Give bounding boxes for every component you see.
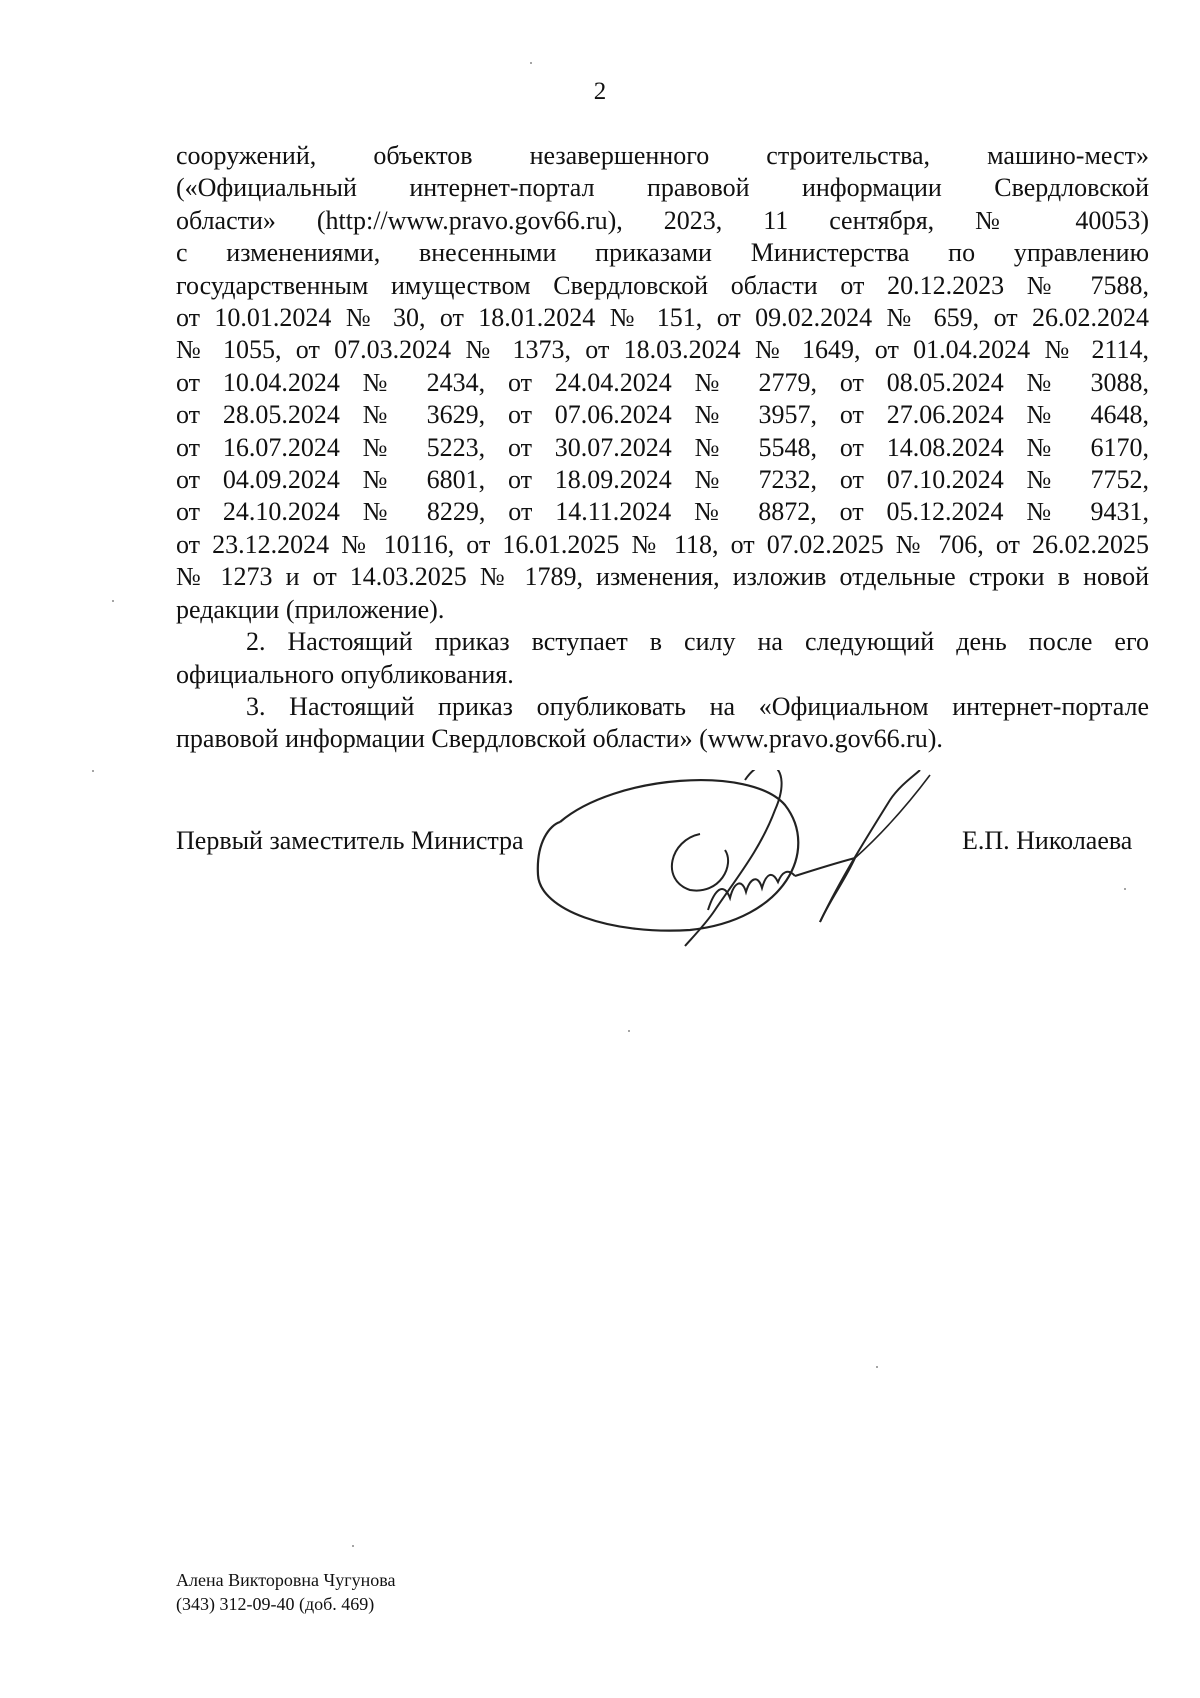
scan-speck	[876, 1366, 878, 1368]
scan-speck	[352, 1545, 354, 1547]
paragraph-1-line: редакции (приложение).	[176, 594, 445, 624]
paragraph-1-line: от 04.09.2024 № 6801, от 18.09.2024 № 7232, от 07.10.2024 № 7752,	[176, 465, 1149, 495]
scan-speck	[112, 600, 114, 602]
document-body	[176, 140, 1149, 756]
handwritten-signature	[520, 770, 980, 950]
executor-footer	[176, 1568, 395, 1616]
paragraph-1-line: № 1055, от 07.03.2024 № 1373, от 18.03.2024 № 1649, от 01.04.2024 № 2114,	[176, 335, 1149, 365]
signatory-name: Е.П. Николаева	[962, 826, 1133, 855]
executor-phone: (343) 312-09-40 (доб. 469)	[176, 1594, 375, 1614]
scan-speck	[628, 1030, 630, 1032]
paragraph-1-line: сооружений, объектов незавершенного строительства, машино-мест»	[176, 141, 1149, 170]
paragraph-1-line: государственным имуществом Свердловской области от 20.12.2023 № 7588,	[176, 270, 1149, 300]
paragraph-1-line: от 28.05.2024 № 3629, от 07.06.2024 № 3957, от 27.06.2024 № 4648,	[176, 400, 1149, 430]
paragraph-1-line: от 10.04.2024 № 2434, от 24.04.2024 № 2779, от 08.05.2024 № 3088,	[176, 367, 1149, 397]
paragraph-3: 3. Настоящий приказ опубликовать на «Официальном интернет-портале правовой информации Свердловской области» (www.pravo.gov66.ru).	[176, 691, 1149, 754]
paragraph-1-line: № 1273 и от 14.03.2025 № 1789, изменения, изложив отдельные строки в новой	[176, 562, 1149, 592]
scan-speck	[1124, 888, 1126, 890]
paragraph-1-line: от 23.12.2024 № 10116, от 16.01.2025 № 118, от 07.02.2025 № 706, от 26.02.2025	[176, 529, 1149, 559]
paragraph-1-line: от 10.01.2024 № 30, от 18.01.2024 № 151, от 09.02.2024 № 659, от 26.02.2024	[176, 303, 1149, 333]
scan-speck	[92, 770, 94, 772]
page-number: 2	[593, 78, 607, 105]
paragraph-1-line: («Официальный интернет-портал правовой информации Свердловской	[176, 173, 1149, 203]
signatory-title: Первый заместитель Министра	[176, 826, 524, 855]
paragraph-1-line: области» (http://www.pravo.gov66.ru), 2023, 11 сентября, № 40053)	[176, 205, 1149, 235]
executor-name: Алена Викторовна Чугунова	[176, 1570, 396, 1590]
paragraph-1	[176, 140, 1149, 626]
paragraph-1-line: с изменениями, внесенными приказами Министерства по управлению	[176, 238, 1149, 268]
paragraph-1-line: от 24.10.2024 № 8229, от 14.11.2024 № 8872, от 05.12.2024 № 9431,	[176, 497, 1149, 527]
scan-speck	[530, 62, 532, 64]
paragraph-1-line: от 16.07.2024 № 5223, от 30.07.2024 № 5548, от 14.08.2024 № 6170,	[176, 432, 1149, 462]
paragraph-2: 2. Настоящий приказ вступает в силу на следующий день после его официального опубликования.	[176, 627, 1149, 689]
